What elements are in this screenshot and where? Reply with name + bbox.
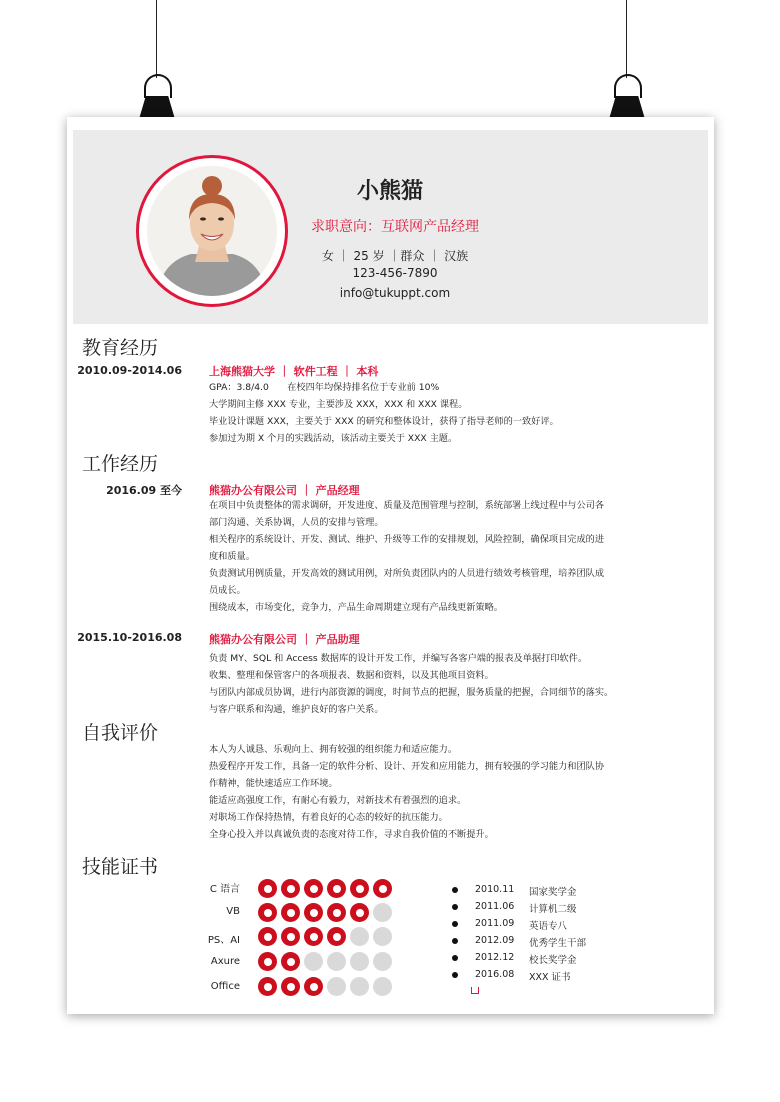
skill-dot-filled <box>281 952 300 971</box>
skill-dot-filled <box>281 879 300 898</box>
skill-dot-filled <box>304 903 323 922</box>
certificate-date: 2011.09 <box>475 918 515 929</box>
skill-dot-filled <box>281 927 300 946</box>
section-title-work: 工作经历 <box>82 453 159 475</box>
skill-dot-empty <box>373 903 392 922</box>
certificate-name: 优秀学生干部 <box>529 938 587 949</box>
certificate-date: 2010.11 <box>475 884 515 895</box>
self-line: 作精神，能快速适应工作环境。 <box>209 778 338 789</box>
certificate-date: 2011.06 <box>475 901 515 912</box>
job-line: 员成长。 <box>209 585 246 596</box>
job-line: 与客户联系和沟通，维护良好的客户关系。 <box>209 704 384 715</box>
job-line: 负责 MY、SQL 和 Access 数据库的设计开发工作，并编写各客户端的报表及单据打印软件。 <box>209 653 588 664</box>
skill-dot-filled <box>281 903 300 922</box>
job-line: 收集、整理和保管客户的各项报表、数据和资料，以及其他项目资料。 <box>209 670 494 681</box>
skill-dot-filled <box>258 879 277 898</box>
education-line: 毕业设计课题 XXX，主要关于 XXX 的研究和整体设计，获得了指导老师的一致好评。 <box>209 416 559 427</box>
self-line: 能适应高强度工作，有耐心有毅力，对新技术有着强烈的追求。 <box>209 795 467 806</box>
education-details <box>209 379 634 447</box>
skill-label: VB <box>226 906 240 917</box>
job-line: 部门沟通、关系协调，人员的安排与管理。 <box>209 517 384 528</box>
skill-label: Axure <box>210 956 240 967</box>
education-heading: 上海熊猫大学 ｜ 软件工程 ｜ 本科 <box>209 365 379 378</box>
skill-dot-filled <box>281 977 300 996</box>
bullet-icon <box>452 887 458 893</box>
skill-dot-filled <box>373 879 392 898</box>
skill-dot-filled <box>327 903 346 922</box>
education-line: GPA：3.8/4.0 在校四年均保持排名位于专业前 10% <box>209 382 440 393</box>
decorative-mark <box>471 987 479 994</box>
skill-dot-filled <box>258 952 277 971</box>
certificate-name: XXX 证书 <box>529 972 571 983</box>
bullet-icon <box>452 938 458 944</box>
avatar-photo <box>147 166 277 296</box>
self-line: 热爱程序开发工作，具备一定的软件分析、设计、开发和应用能力，拥有较强的学习能力和团队协 <box>209 761 605 772</box>
skill-label: PS、AI <box>207 935 240 946</box>
binder-clip-right <box>607 0 647 135</box>
skill-dot-filled <box>258 977 277 996</box>
job-line: 与团队内部成员协调，进行内部资源的调度，时间节点的把握，服务质量的把握，合同细节的落实。 <box>209 687 614 698</box>
job-line: 围绕成本，市场变化，竞争力，产品生命周期建立现有产品线更新策略。 <box>209 602 503 613</box>
section-title-education: 教育经历 <box>82 337 159 359</box>
self-line: 本人为人诚恳、乐观向上、拥有较强的组织能力和适应能力。 <box>209 744 458 755</box>
job-line: 相关程序的系统设计、开发、测试、维护、升级等工作的安排规划，风险控制，确保项目完成的进 <box>209 534 605 545</box>
section-title-self: 自我评价 <box>82 722 159 744</box>
education-line: 大学期间主修 XXX 专业，主要涉及 XXX，XXX 和 XXX 课程。 <box>209 399 468 410</box>
job-heading: 熊猫办公有限公司 ｜ 产品经理 <box>209 484 360 497</box>
certificate-name: 计算机二级 <box>529 904 577 915</box>
skill-dot-empty <box>304 952 323 971</box>
bullet-icon <box>452 921 458 927</box>
certificate-date: 2012.12 <box>475 952 515 963</box>
job-date: 2016.09 至今 <box>106 484 182 497</box>
self-line: 全身心投入并以真诚负责的态度对待工作，寻求自我价值的不断提升。 <box>209 829 494 840</box>
bullet-icon <box>452 904 458 910</box>
skill-dot-filled <box>258 903 277 922</box>
phone-number: 123-456-7890 <box>352 266 438 280</box>
skill-dot-filled <box>304 879 323 898</box>
self-evaluation <box>209 741 634 843</box>
skill-dot-empty <box>327 977 346 996</box>
basic-info: 女 ｜ 25 岁 ｜群众 ｜ 汉族 <box>321 249 469 263</box>
skill-dot-empty <box>350 952 369 971</box>
job-details <box>209 497 634 616</box>
skill-dot-empty <box>350 977 369 996</box>
skill-dot-empty <box>373 977 392 996</box>
certificate-name: 校长奖学金 <box>529 955 577 966</box>
skill-dot-filled <box>327 879 346 898</box>
skill-dot-filled <box>327 927 346 946</box>
skill-dot-empty <box>373 927 392 946</box>
certificate-date: 2012.09 <box>475 935 515 946</box>
certificate-name: 国家奖学金 <box>529 887 577 898</box>
email-address: info@tukuppt.com <box>339 286 451 300</box>
skill-dot-filled <box>304 927 323 946</box>
skill-dot-filled <box>350 879 369 898</box>
skill-dot-empty <box>373 952 392 971</box>
job-details <box>209 650 634 718</box>
skill-dot-filled <box>304 977 323 996</box>
bullet-icon <box>452 955 458 961</box>
job-heading: 熊猫办公有限公司 ｜ 产品助理 <box>209 633 360 646</box>
education-date: 2010.09-2014.06 <box>77 364 182 377</box>
section-title-skills: 技能证书 <box>82 856 159 878</box>
certificate-name: 英语专八 <box>529 921 568 932</box>
education-line: 参加过为期 X 个月的实践活动，该活动主要关于 XXX 主题。 <box>209 433 458 444</box>
skill-dot-empty <box>350 927 369 946</box>
certificate-date: 2016.08 <box>475 969 515 980</box>
skill-dot-empty <box>327 952 346 971</box>
job-line: 度和质量。 <box>209 551 255 562</box>
candidate-name: 小熊猫 <box>356 179 423 204</box>
skill-label: Office <box>210 981 240 992</box>
skill-dot-filled <box>258 927 277 946</box>
bullet-icon <box>452 972 458 978</box>
skill-label: C 语言 <box>209 884 240 895</box>
binder-clip-left <box>137 0 177 135</box>
job-date: 2015.10-2016.08 <box>77 631 182 644</box>
self-line: 对职场工作保持热情，有着良好的心态的较好的抗压能力。 <box>209 812 448 823</box>
job-line: 在项目中负责整体的需求调研，开发进度、质量及范围管理与控制，系统部署上线过程中与公司各 <box>209 500 605 511</box>
job-intent: 求职意向：互联网产品经理 <box>311 219 479 235</box>
job-line: 负责测试用例质量，开发高效的测试用例，对所负责团队内的人员进行绩效考核管理，培养团队成 <box>209 568 605 579</box>
skill-dot-filled <box>350 903 369 922</box>
